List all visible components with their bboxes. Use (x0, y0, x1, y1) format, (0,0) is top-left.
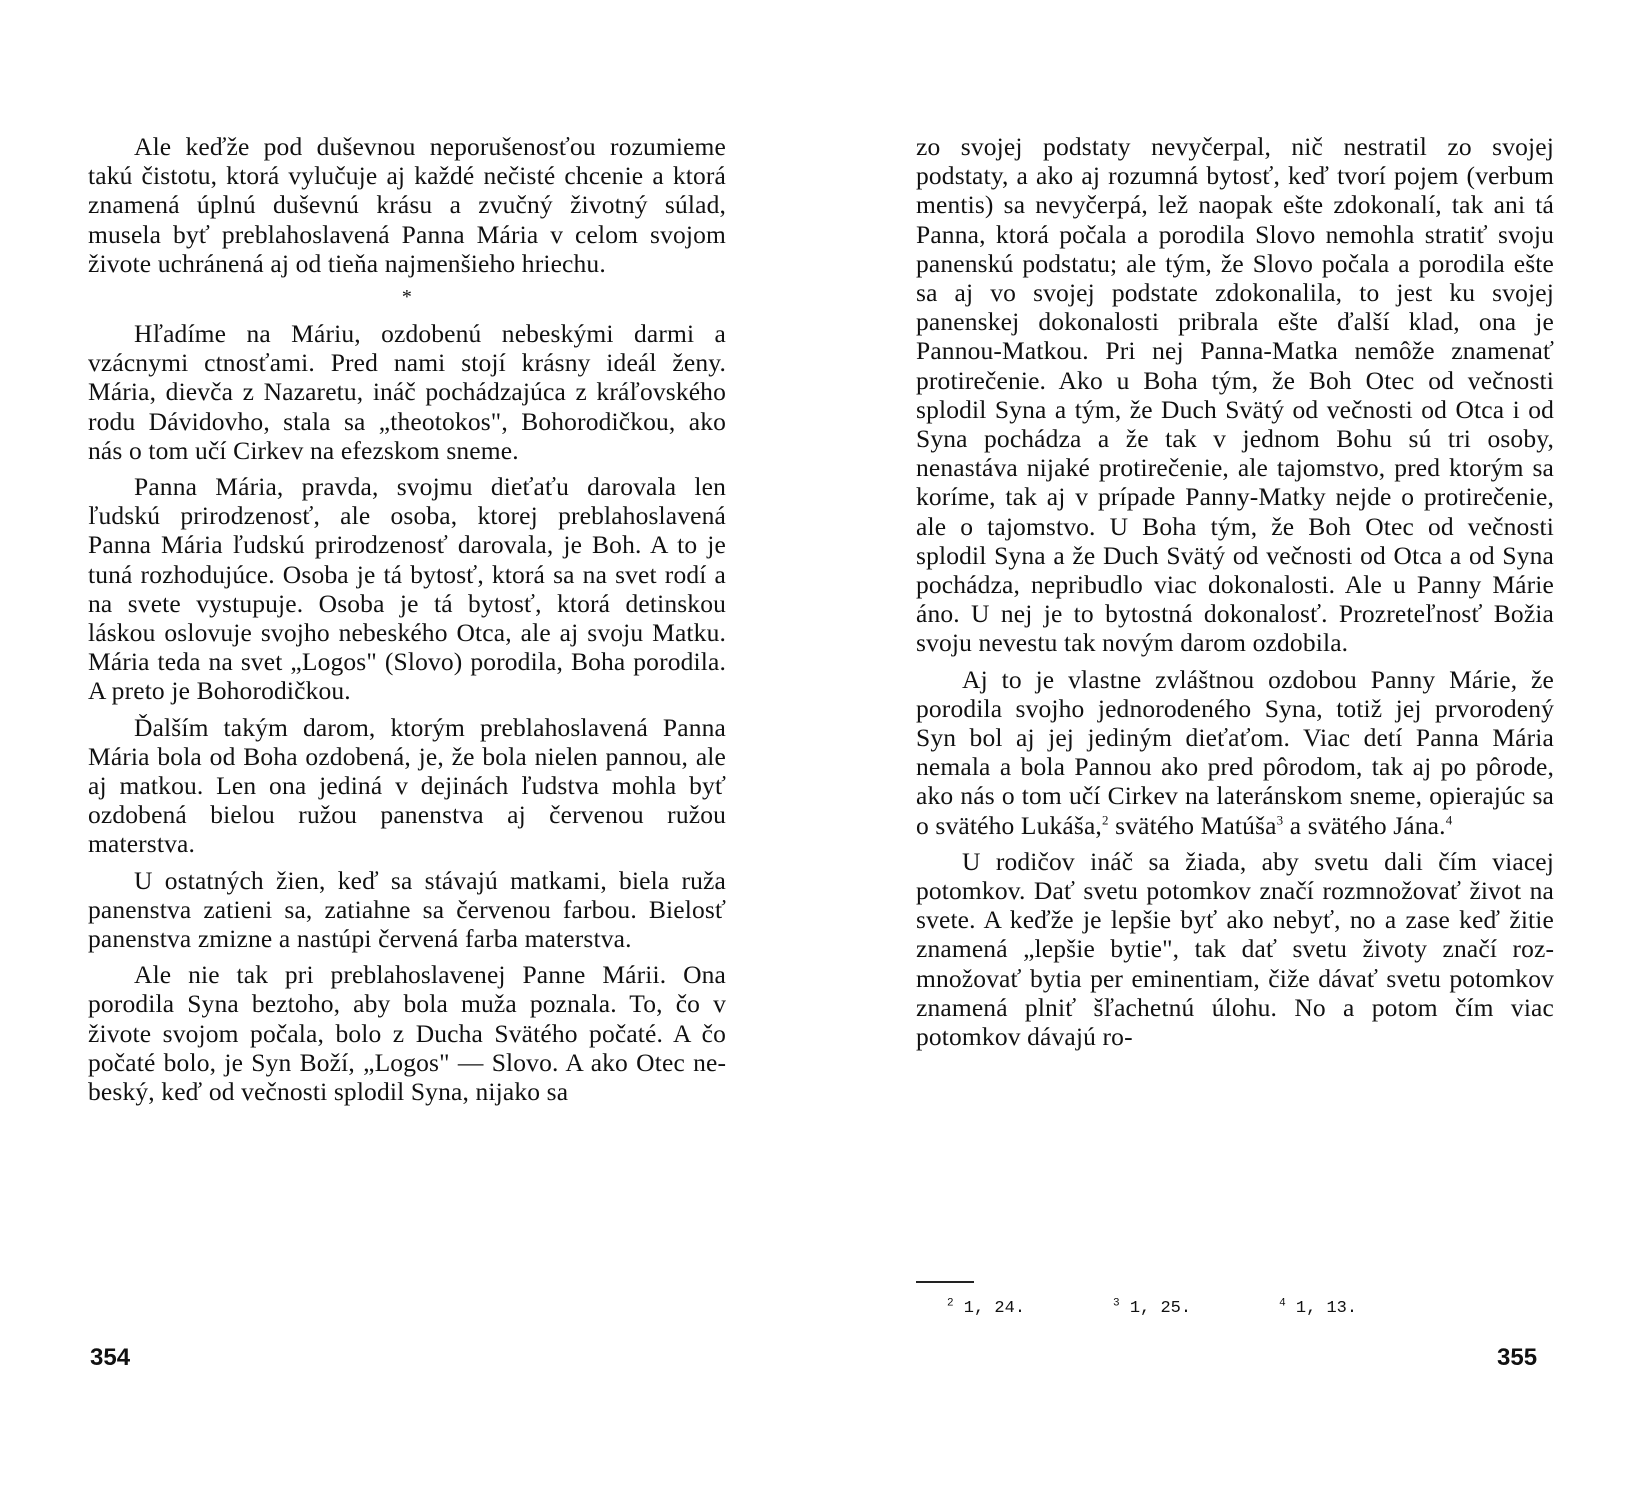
paragraph: Panna Mária, pravda, svojmu dieťaťu darovala len ľudskú prirodzenosť, ale osoba, ktorej preblahoslavená Panna Mária ľudskú prirodzenosť darovala, je Boh. A to je tuná rozhodujúce. Osoba je tá bytosť, ktorá sa na svet rodí a na svete vystupuje. Osoba je tá bytosť, ktorá detinskou láskou oslovuje svojho nebeského Otca, ale aj svoju Matku. Mária teda na svet „Logos" (Slovo) porodila, Boha porodila. A preto je Bohorodičkou. (88, 472, 726, 706)
right-page-text (916, 132, 1554, 1058)
right-page (817, 0, 1634, 1501)
footnote-mark: 4 (1279, 1297, 1286, 1310)
left-page-text (88, 132, 726, 1113)
paragraph-text: svätého Matúša (1108, 810, 1277, 840)
footnote (947, 1298, 1025, 1320)
footnote-rule (916, 1281, 974, 1283)
paragraph-text: a svätého Jána. (1283, 810, 1446, 840)
paragraph: Ale keďže pod duševnou neporušenosťou rozumieme takú čistotu, ktorá vylučuje aj každé nečisté chcenie a ktorá znamená úplnú duševnú krásu a zvučný životný súlad, musela byť preblahoslavená Panna Mária v celom svojom živote uchránená aj od tieňa najmenšieho hriechu. (88, 132, 726, 278)
paragraph: Ďalším takým darom, ktorým preblahoslavená Panna Mária bola od Boha ozdobená, je, že bola nielen pannou, ale aj matkou. Len ona jediná v dejinách ľudstva mohla byť ozdobená bielou ružou panenstva aj červenou ružou materstva. (88, 712, 726, 859)
footnote-ref: 4 (1445, 812, 1453, 828)
footnote-text: 1, 24. (953, 1299, 1026, 1318)
footnote (1279, 1298, 1357, 1320)
paragraph-text: Aj to je vlastne zvláštnou ozdobou Panny Márie, že porodila svojho jednorodeného Syna, totiž jej prvorodený Syn bol aj jej jediným dieťaťom. Viac detí Panna Mária nemala a bola Pannou ako pred pôrodom, tak aj po pôrode, ako nás o tom učí Cirkev na lateránskom sneme, opierajúc sa o svätého Lukáša, (916, 664, 1554, 840)
page-number: 354 (90, 1344, 131, 1371)
footnote-mark: 2 (947, 1297, 954, 1310)
footnote-text: 1, 25. (1119, 1299, 1192, 1318)
paragraph: Ale nie tak pri preblahoslavenej Panne Márii. Ona porodila Syna beztoho, aby bola muža poznala. To, čo v živote svojom počala, bolo z Ducha Svätého počaté. A čo počaté bolo, je Syn Boží, „Logos" — Slovo. A ako Otec nebeský, keď od večnosti splodil Syna, nijako sa (88, 960, 726, 1107)
footnote-ref: 2 (1101, 812, 1109, 828)
footnote-text: 1, 13. (1285, 1299, 1358, 1318)
footnote (1113, 1298, 1191, 1320)
paragraph-with-footnote-refs (916, 665, 1554, 840)
paragraph: zo svojej podstaty nevyčerpal, nič nestratil zo svojej podstaty, a ako aj rozumná bytosť, keď tvorí pojem (verbum mentis) sa nevyčerpá, lež naopak ešte zdokonalí, tak ani tá Panna, ktorá počala a porodila Slovo nemohla stratiť svoju panenskú podstatu; ale tým, že Slovo počala a porodila ešte sa aj vo svojej podstate zdokonalila, to jest ku svojej panenskej dokonalosti pribrala ešte ďalší klad, ona je Pannou-Matkou. Pri nej Panna-Matka nemôže znamenať protirečenie. Ako u Boha tým, že Boh Otec od večnosti splodil Syna a tým, že Duch Svätý od večnosti od Otca i od Syna pochádza a že tak v jednom Bohu sú tri osoby, nenastáva nijaké protirečenie, ale tajomstvo, pred ktorým sa koríme, tak aj v prípade Panny-Matky nejde o protirečenie, ale o tajomstvo. U Boha tým, že Boh Otec od večnosti splodil Syna a že Duch Svätý od večnosti od Otca a od Syna pochádza, nepribudlo viac dokonalosti. Ale u Panny Márie áno. U nej je to bytostná dokonalosť. Prozreteľnosť Božia svoju nevestu tak novým darom ozdobila. (916, 132, 1554, 658)
paragraph: U rodičov ináč sa žiada, aby svetu dali čím viacej potomkov. Dať svetu potomkov značí rozmnožovať život na svete. A keďže je lepšie byť ako nebyť, no a zase keď žitie znamená „lepšie bytie", tak dať svetu životy značí rozmnožovať bytia per eminentiam, čiže dávať svetu potomkov znamená plniť šľachetnú úlohu. No a potom čím viac potomkov dávajú ro- (916, 846, 1554, 1052)
footnote-mark: 3 (1113, 1297, 1120, 1310)
section-divider-asterisk: * (401, 286, 413, 309)
page-number: 355 (1497, 1344, 1538, 1371)
footnote-ref: 3 (1276, 812, 1284, 828)
footnotes (947, 1298, 1467, 1320)
paragraph: Hľadíme na Máriu, ozdobenú nebeskými darmi a vzácnymi ctnosťami. Pred nami stojí krásny ideál ženy. Mária, dievča z Nazaretu, ináč pochádzajúca z kráľovského rodu Dávidovho, stala sa „theotokos", Bohorodičkou, ako nás o tom učí Cirkev na efezskom sneme. (88, 319, 726, 465)
paragraph: U ostatných žien, keď sa stávajú matkami, biela ruža panenstva zatieni sa, zatiahne sa červenou farbou. Bielosť panenstva zmizne a nastúpi červená farba materstva. (88, 865, 726, 954)
